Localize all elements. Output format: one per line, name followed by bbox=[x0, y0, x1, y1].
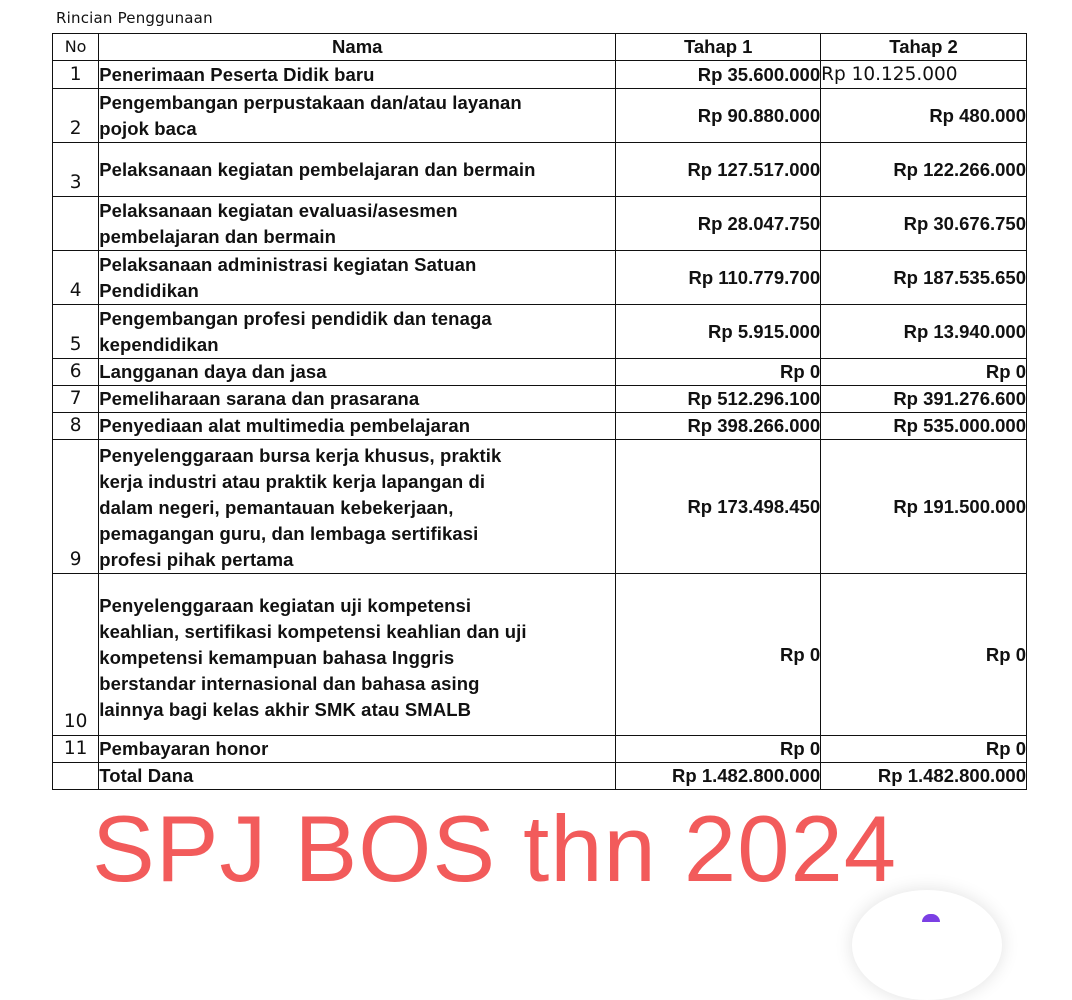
row-no: 6 bbox=[53, 359, 99, 386]
row-no: 5 bbox=[53, 305, 99, 359]
table-row bbox=[53, 386, 1027, 413]
row-no: 10 bbox=[53, 574, 99, 736]
table-row bbox=[53, 440, 1027, 574]
row-name-line: profesi pihak pertama bbox=[99, 549, 294, 570]
row-tahap2: Rp 0 bbox=[821, 359, 1027, 386]
row-name-line: Pengembangan perpustakaan dan/atau layanan bbox=[99, 92, 522, 113]
row-name bbox=[99, 251, 616, 305]
row-tahap2: Rp 480.000 bbox=[821, 89, 1027, 143]
row-no: 3 bbox=[53, 143, 99, 197]
row-name-line: Pengembangan profesi pendidik dan tenaga bbox=[99, 308, 492, 329]
app-logo-icon bbox=[922, 914, 940, 922]
row-name-line: Penyelenggaraan kegiatan uji kompetensi bbox=[99, 594, 472, 616]
row-tahap2: Rp 187.535.650 bbox=[821, 251, 1027, 305]
row-name-line: Penyediaan alat multimedia pembelajaran bbox=[99, 415, 471, 436]
row-tahap1: Rp 35.600.000 bbox=[616, 61, 821, 89]
row-no: 2 bbox=[53, 89, 99, 143]
row-name-line: Langganan daya dan jasa bbox=[99, 361, 327, 382]
table-row bbox=[53, 359, 1027, 386]
row-no bbox=[53, 197, 99, 251]
row-no: 1 bbox=[53, 61, 99, 89]
table-row bbox=[53, 251, 1027, 305]
row-name bbox=[99, 61, 616, 89]
total-row bbox=[53, 763, 1027, 790]
row-name-line: kependidikan bbox=[99, 334, 219, 355]
row-name bbox=[99, 143, 616, 197]
row-name-line: Pendidikan bbox=[99, 280, 199, 301]
row-no: 11 bbox=[53, 736, 99, 763]
row-name bbox=[99, 574, 616, 736]
row-no: 9 bbox=[53, 440, 99, 574]
row-name-line: pembelajaran dan bermain bbox=[99, 226, 336, 247]
row-tahap2: Rp 10.125.000 bbox=[821, 61, 1027, 89]
row-tahap1: Rp 0 bbox=[616, 736, 821, 763]
total-no bbox=[53, 763, 99, 790]
row-tahap2: Rp 535.000.000 bbox=[821, 413, 1027, 440]
col-header-tahap1: Tahap 1 bbox=[616, 34, 821, 61]
row-name-line: dalam negeri, pemantauan kebekerjaan, bbox=[99, 497, 454, 518]
row-name bbox=[99, 89, 616, 143]
row-name bbox=[99, 197, 616, 251]
table-caption: Rincian Penggunaan bbox=[56, 9, 213, 27]
row-tahap2: Rp 30.676.750 bbox=[821, 197, 1027, 251]
row-name-line: Penerimaan Peserta Didik baru bbox=[99, 64, 375, 85]
floating-action-button[interactable] bbox=[852, 890, 1002, 1000]
row-name bbox=[99, 305, 616, 359]
row-name-line: Pelaksanaan kegiatan evaluasi/asesmen bbox=[99, 200, 458, 221]
col-header-tahap2: Tahap 2 bbox=[821, 34, 1027, 61]
table-row bbox=[53, 89, 1027, 143]
row-name-line: Pemeliharaan sarana dan prasarana bbox=[99, 388, 420, 409]
table-body bbox=[53, 61, 1027, 790]
row-name-line: kerja industri atau praktik kerja lapangan di bbox=[99, 471, 486, 492]
row-name-line: Penyelenggaraan bursa kerja khusus, praktik bbox=[99, 445, 502, 466]
row-tahap2: Rp 191.500.000 bbox=[821, 440, 1027, 574]
row-tahap1: Rp 512.296.100 bbox=[616, 386, 821, 413]
row-name-line: Pembayaran honor bbox=[99, 738, 269, 759]
row-name bbox=[99, 440, 616, 574]
row-name bbox=[99, 359, 616, 386]
row-no: 4 bbox=[53, 251, 99, 305]
row-tahap1: Rp 398.266.000 bbox=[616, 413, 821, 440]
row-tahap1: Rp 90.880.000 bbox=[616, 89, 821, 143]
row-tahap1: Rp 0 bbox=[616, 574, 821, 736]
row-tahap1: Rp 5.915.000 bbox=[616, 305, 821, 359]
usage-table bbox=[52, 33, 1027, 790]
row-tahap1: Rp 0 bbox=[616, 359, 821, 386]
row-name-line: pojok baca bbox=[99, 118, 197, 139]
col-header-no: No bbox=[53, 34, 99, 61]
row-tahap2: Rp 391.276.600 bbox=[821, 386, 1027, 413]
row-name-line: lainnya bagi kelas akhir SMK atau SMALB bbox=[99, 698, 472, 720]
row-tahap1: Rp 127.517.000 bbox=[616, 143, 821, 197]
table-row bbox=[53, 736, 1027, 763]
table-row bbox=[53, 305, 1027, 359]
col-header-name: Nama bbox=[99, 34, 616, 61]
row-name-line: berstandar internasional dan bahasa asing bbox=[99, 672, 480, 694]
total-label: Total Dana bbox=[99, 763, 616, 790]
row-name-line: Pelaksanaan kegiatan pembelajaran dan bermain bbox=[99, 158, 536, 180]
row-tahap2: Rp 0 bbox=[821, 736, 1027, 763]
row-tahap2: Rp 0 bbox=[821, 574, 1027, 736]
row-tahap2: Rp 13.940.000 bbox=[821, 305, 1027, 359]
table-row bbox=[53, 61, 1027, 89]
spj-watermark-text: SPJ BOS thn 2024 bbox=[92, 796, 898, 901]
table-row bbox=[53, 413, 1027, 440]
row-tahap1: Rp 110.779.700 bbox=[616, 251, 821, 305]
row-name bbox=[99, 413, 616, 440]
row-name bbox=[99, 736, 616, 763]
row-name-line: keahlian, sertifikasi kompetensi keahlian dan uji bbox=[99, 620, 527, 642]
row-name bbox=[99, 386, 616, 413]
header-row bbox=[53, 34, 1027, 61]
table-row bbox=[53, 197, 1027, 251]
row-tahap2: Rp 122.266.000 bbox=[821, 143, 1027, 197]
row-name-line: kompetensi kemampuan bahasa Inggris bbox=[99, 646, 455, 668]
row-name-line: Pelaksanaan administrasi kegiatan Satuan bbox=[99, 254, 477, 275]
table-row bbox=[53, 574, 1027, 736]
row-name-line: pemagangan guru, dan lembaga sertifikasi bbox=[99, 523, 479, 544]
row-tahap1: Rp 28.047.750 bbox=[616, 197, 821, 251]
total-tahap2: Rp 1.482.800.000 bbox=[821, 763, 1027, 790]
table-row bbox=[53, 143, 1027, 197]
row-no: 8 bbox=[53, 413, 99, 440]
total-tahap1: Rp 1.482.800.000 bbox=[616, 763, 821, 790]
row-no: 7 bbox=[53, 386, 99, 413]
row-tahap1: Rp 173.498.450 bbox=[616, 440, 821, 574]
